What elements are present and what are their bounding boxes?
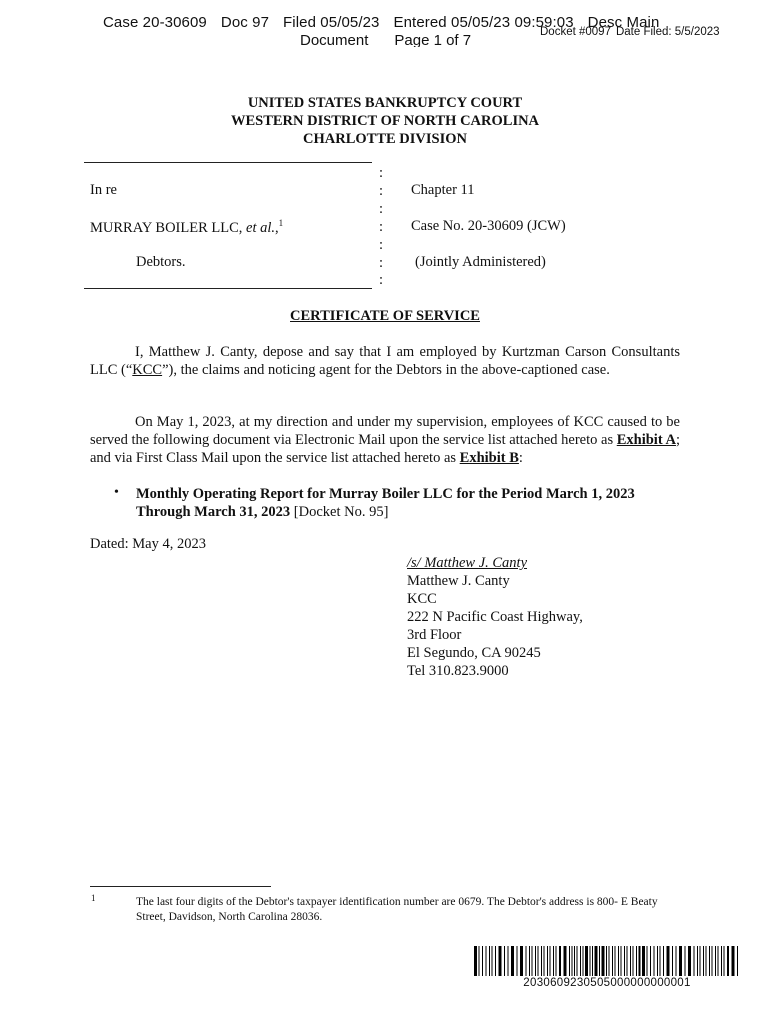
barcode-bar [564,946,567,976]
barcode-bar [676,946,677,976]
case-number: Case 20-30609 [103,14,207,31]
footnote-text: The last four digits of the Debtor's taxpayer identification number are 0679. The Debtor's address is 800- E Beaty Street, Davidson, North Carolina 28036. [136,896,658,923]
barcode-bar [486,946,487,976]
barcode-bar [615,946,616,976]
signer-company: KCC [407,591,437,607]
barcode-bar [700,946,701,976]
caption-bottom-rule [84,288,372,289]
served-document-docket: [Docket No. 95] [290,504,389,520]
signer-address-1: 222 N Pacific Coast Highway, [407,609,583,625]
dated-line: Dated: May 4, 2023 [90,536,206,552]
court-division: CHARLOTTE DIVISION [303,131,467,147]
barcode-bar [642,946,645,976]
barcode-bar [572,946,573,976]
barcode-bar [612,946,613,976]
barcode-bar [556,946,557,976]
barcode-bar [618,946,619,976]
barcode-bar [532,946,533,976]
barcode-bar [574,946,575,976]
barcode-bar [709,946,710,976]
barcode-bar [639,946,641,976]
court-district: WESTERN DISTRICT OF NORTH CAROLINA [230,113,540,129]
caption-jointly: (Jointly Administered) [415,254,546,270]
paragraph-text: : [518,450,523,466]
barcode-bar [535,946,536,976]
barcode-bar [508,946,509,976]
caption-colon: : [379,165,384,181]
caption-case-no: Case No. 20-30609 (JCW) [411,218,566,234]
barcode-bar [492,946,493,976]
paragraph-text: On May 1, 2023, at my direction and under my supervision, employees of KCC caused to be served the following document via Electronic Mail upon the service list attached hereto as [90,414,680,448]
signer-city: El Segundo, CA 90245 [407,645,541,661]
barcode-bar [727,946,729,976]
barcode-bar [650,946,651,976]
barcode-bar [489,946,490,976]
certificate-title: CERTIFICATE OF SERVICE [290,308,480,324]
barcode-bar [511,946,514,976]
barcode-bar [667,946,670,976]
signature: /s/ Matthew J. Canty [407,555,528,571]
caption-colon: : [379,237,384,253]
barcode-bar [694,946,695,976]
footnote-ref: 1 [278,218,284,228]
barcode-bar [550,946,551,976]
et-al: et al. [246,219,276,236]
paragraph-employment [90,343,680,379]
barcode-bar [577,946,578,976]
barcode-bar [624,946,625,976]
barcode-bar [672,946,673,976]
barcode-bar [520,946,523,976]
barcode-bar [495,946,496,976]
barcode-bar [647,946,648,976]
barcode-bar [685,946,686,976]
barcode-bar [544,946,545,976]
paragraph-service [90,413,680,467]
caption-debtors-label: Debtors. [136,254,186,270]
barcode-bar [482,946,483,976]
barcode-number: 2030609230505000000000001 [523,977,691,989]
docket-number: Docket #0097 [540,26,611,38]
barcode-bar [715,946,716,976]
barcode-bar [479,946,480,976]
barcode-bar [660,946,661,976]
barcode-bar [569,946,570,976]
barcode-bar [703,946,704,976]
barcode-bar [474,946,477,976]
barcode-bar [526,946,527,976]
barcode-bar [517,946,518,976]
caption-colon: : [379,219,384,235]
barcode-bar [657,946,658,976]
barcode-bar [688,946,691,976]
caption-colon: : [379,255,384,271]
barcode-bar [595,946,598,976]
signer-name: Matthew J. Canty [407,573,510,589]
barcode-bar [718,946,719,976]
paragraph-text: ”), the claims and noticing agent for the Debtors in the above-captioned case. [162,362,610,378]
barcode-bar [732,946,735,976]
caption-top-rule [84,162,372,163]
barcode-bar [541,946,542,976]
paragraph-text: I, Matthew J. Canty, depose and say that I am employed by Kurtzman Carson Consultants LLC (“ [90,344,680,378]
barcode-bar [553,946,554,976]
exhibit-b-reference: Exhibit B [459,450,519,466]
barcode-bar [559,946,561,976]
served-document-title: Monthly Operating Report for Murray Boiler LLC for the Period March 1, 2023 Through March 31, 2023 [136,486,635,520]
entered-date: Entered 05/05/23 09:59:03 [393,14,574,31]
served-document [136,485,676,521]
date-filed: Date Filed: 5/5/2023 [615,26,720,38]
barcode-bar [630,946,631,976]
debtor-comma: , [275,219,279,236]
barcode-bar [583,946,584,976]
barcode-bar [599,946,600,976]
desc-main: Desc Main [587,14,660,31]
caption-colon: : [379,201,384,217]
bullet-icon: • [114,485,119,500]
barcode-bar [627,946,628,976]
barcode-bar [606,946,607,976]
barcode-bar [654,946,655,976]
caption-in-re: In re [90,182,117,198]
debtor-name: MURRAY BOILER LLC, [90,219,247,236]
barcode-bar [585,946,588,976]
footnote-number: 1 [91,893,96,903]
barcode-bar [706,946,707,976]
exhibit-a-reference: Exhibit A [616,432,676,448]
barcode-bar [609,946,610,976]
page-indicator: Page 1 of 7 [394,32,472,47]
docket-stamp [540,26,725,38]
paragraph-text: ; and via First Class Mail upon the service list attached hereto as [90,432,680,466]
barcode-bar [538,946,539,976]
court-name: UNITED STATES BANKRUPTCY COURT [247,95,523,111]
kcc-defined-term: KCC [132,362,163,378]
barcode-graphic [474,946,740,976]
footnote-rule [90,886,271,887]
barcode-bar [721,946,722,976]
filed-date: Filed 05/05/23 [283,14,380,31]
caption-colon: : [379,183,384,199]
barcode-bar [580,946,581,976]
signer-address-2: 3rd Floor [407,627,462,643]
barcode-bar [679,946,682,976]
barcode-bar [602,946,605,976]
barcode-bar [712,946,713,976]
barcode-bar [663,946,664,976]
barcode-bar [697,946,698,976]
barcode-bar [621,946,622,976]
barcode-bar [547,946,548,976]
signer-phone: Tel 310.823.9000 [407,663,509,679]
barcode-bar [590,946,591,976]
caption-chapter: Chapter 11 [411,182,475,198]
barcode-bar [724,946,725,976]
barcode-bar [529,946,530,976]
caption-colon: : [379,272,384,288]
barcode-bar [636,946,637,976]
barcode-bar [504,946,505,976]
barcode-bar [592,946,593,976]
filing-stamp-line2 [300,31,497,47]
barcode-bar [737,946,738,976]
caption-debtor [90,218,283,237]
doc-number: Doc 97 [220,14,270,31]
document-label: Document [300,32,369,47]
barcode-bar [633,946,634,976]
barcode-bar [499,946,502,976]
